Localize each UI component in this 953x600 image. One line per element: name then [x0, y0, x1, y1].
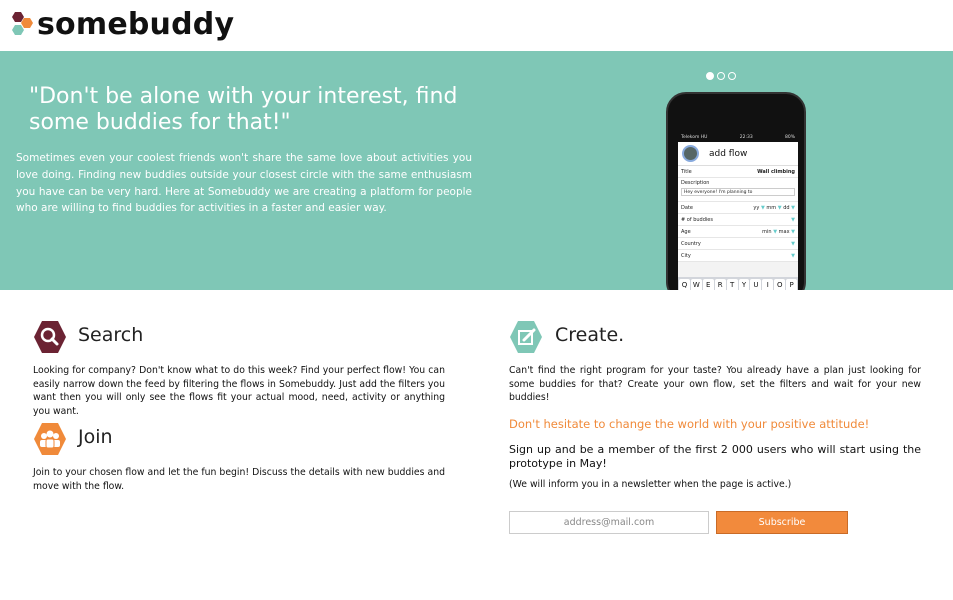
title-label: Title [681, 168, 692, 175]
country-label: Country [681, 240, 701, 247]
phone-mockup [666, 92, 806, 290]
app-title: add flow [709, 148, 748, 159]
title-value: Wall climbing [757, 168, 795, 175]
form-row-age [678, 226, 798, 238]
date-dd: dd [783, 204, 790, 211]
phone-keyboard [678, 277, 798, 290]
age-fields [762, 229, 795, 235]
description-input: Hey everyone! I'm planning to [681, 188, 795, 196]
dropdown-icon: ▼ [791, 252, 795, 259]
dropdown-icon: ▼ [773, 228, 778, 235]
key: E [703, 279, 714, 290]
cta-title: Don't hesitate to change the world with your positive attitude! [509, 417, 870, 431]
date-mm: mm [766, 204, 777, 211]
key: O [774, 279, 785, 290]
status-battery: 80% [784, 135, 795, 140]
key: R [715, 279, 726, 290]
header [0, 0, 953, 51]
status-time: 22:33 [739, 135, 753, 140]
phone-status-bar [678, 134, 798, 142]
join-title: Join [78, 426, 113, 448]
search-text: Looking for company? Don't know what to do this week? Find your perfect flow! You can easily narrow down the feed by filtering the flows in Somebuddy. Just add the filters you want then you will only see the flows fit your actual mood, need, activity or anything you want. [33, 365, 445, 417]
key: I [762, 279, 773, 290]
email-field[interactable] [509, 511, 709, 534]
inform-text: (We will inform you in a newsletter when the page is active.) [509, 479, 792, 490]
form-row-date [678, 202, 798, 214]
form-row-city [678, 250, 798, 262]
magnifier-icon [33, 320, 67, 354]
hero-banner [0, 51, 953, 290]
carousel-dot-2[interactable] [717, 72, 725, 80]
date-label: Date [681, 204, 693, 211]
age-max: max [778, 228, 790, 235]
key: U [750, 279, 761, 290]
dropdown-icon: ▼ [791, 228, 795, 235]
phone-screen [678, 134, 798, 290]
city-label: City [681, 252, 691, 259]
dropdown-icon: ▼ [760, 204, 765, 211]
edit-icon [509, 320, 543, 354]
app-header [678, 142, 798, 166]
form-row-title [678, 166, 798, 178]
date-yy: yy [753, 204, 760, 211]
hero-text: Sometimes even your coolest friends won't share the same love about activities you love doing. Finding new buddies outside your closest circle with the same enthusiasm you have can be very hard. Here at Somebuddy we are creating a platform for people who are willing to find buddies for activities in a faster and easier way. [16, 152, 472, 215]
age-label: Age [681, 228, 691, 235]
date-fields [753, 205, 795, 211]
status-carrier: Telekom HU [681, 135, 708, 140]
form-row-buddies [678, 214, 798, 226]
create-text: Can't find the right program for your taste? You already have a plan just looking for some buddies for that? Create your own flow, set the filters and wait for your new buddies! [509, 365, 921, 403]
dropdown-icon: ▼ [791, 216, 795, 223]
join-text: Join to your chosen flow and let the fun begin! Discuss the details with new buddies and move with the flow. [33, 467, 445, 492]
people-icon [33, 422, 67, 456]
form-row-description [678, 178, 798, 202]
key: P [786, 279, 797, 290]
dropdown-icon: ▼ [791, 240, 795, 247]
logo-icon[interactable] [8, 11, 36, 39]
dropdown-icon: ▼ [777, 204, 782, 211]
carousel-dots [706, 72, 736, 80]
key: Y [739, 279, 750, 290]
create-title: Create. [555, 324, 625, 346]
search-title: Search [78, 324, 144, 346]
key: W [691, 279, 702, 290]
key: T [727, 279, 738, 290]
subscribe-button[interactable]: Subscribe [716, 511, 848, 534]
description-label: Description [681, 180, 710, 186]
hero-title: "Don't be alone with your interest, find some buddies for that!" [29, 84, 458, 135]
form-row-country [678, 238, 798, 250]
dropdown-icon: ▼ [791, 204, 795, 211]
signup-text: Sign up and be a member of the first 2 000 users who will start using the prototype in May! [509, 443, 921, 470]
avatar [682, 145, 699, 162]
age-min: min [762, 228, 772, 235]
buddies-label: # of buddies [681, 216, 713, 223]
brand-name[interactable]: somebuddy [37, 7, 235, 42]
carousel-dot-3[interactable] [728, 72, 736, 80]
key: Q [679, 279, 690, 290]
carousel-dot-1[interactable] [706, 72, 714, 80]
